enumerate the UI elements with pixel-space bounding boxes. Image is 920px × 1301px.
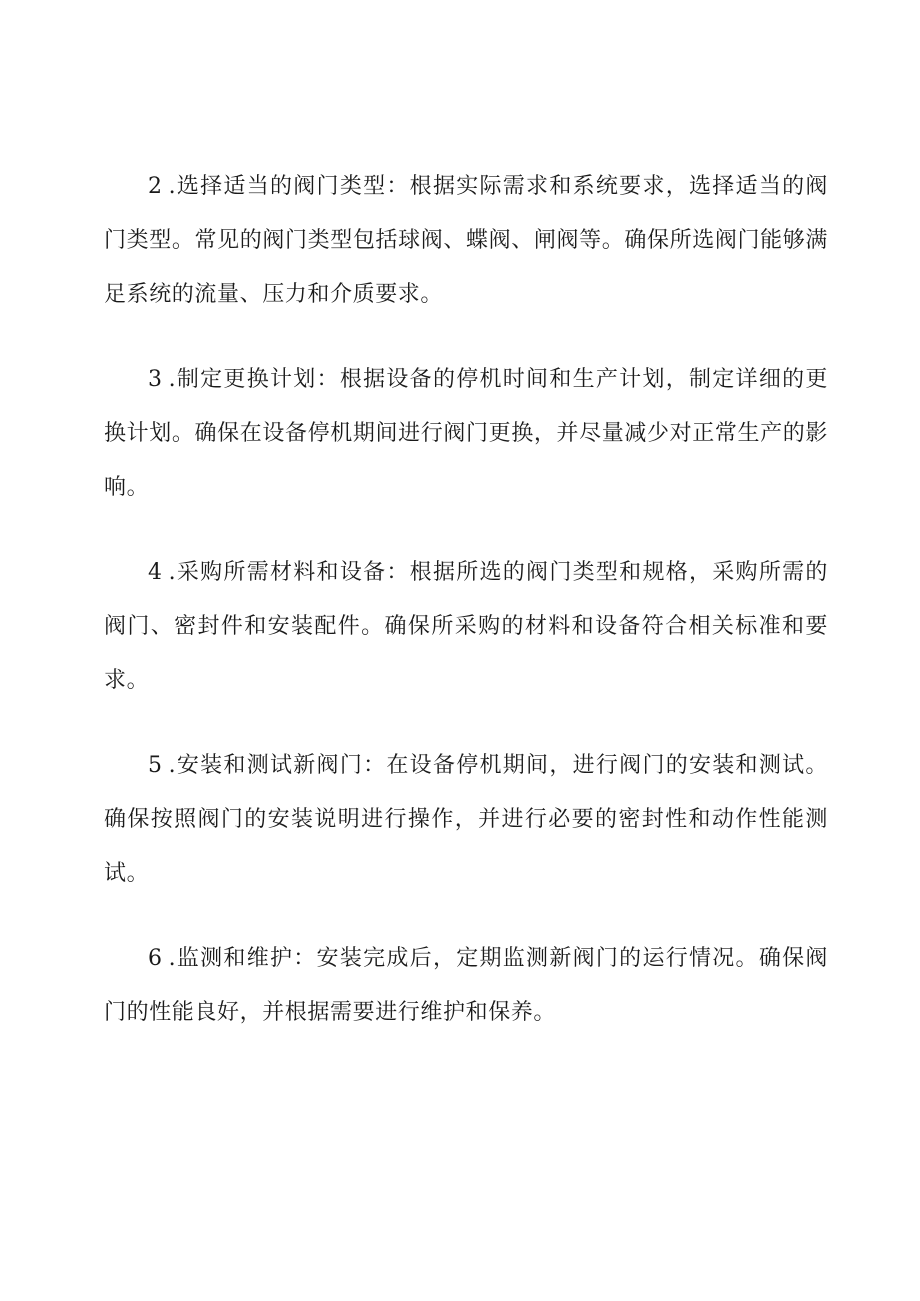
step-marker: . bbox=[168, 560, 177, 585]
step-marker: . bbox=[168, 946, 177, 971]
step-text: 制定更换计划：根据设备的停机时间和生产计划，制定详细的更换计划。确保在设备停机期间进行阀门更换，并尽量减少对正常生产的影响。 bbox=[104, 367, 828, 500]
step-text: 选择适当的阀门类型：根据实际需求和系统要求，选择适当的阀门类型。常见的阀门类型包括球阀、蝶阀、闸阀等。确保所选阀门能够满足系统的流量、压力和介质要求。 bbox=[104, 174, 828, 307]
step-text: 采购所需材料和设备：根据所选的阀门类型和规格，采购所需的阀门、密封件和安装配件。确保所采购的材料和设备符合相关标准和要求。 bbox=[104, 560, 828, 693]
paragraph-step-3 bbox=[104, 353, 828, 515]
step-marker: . bbox=[168, 174, 177, 199]
step-number: 6 bbox=[148, 946, 163, 971]
paragraph-step-6 bbox=[104, 932, 828, 1040]
step-text: 安装和测试新阀门：在设备停机期间，进行阀门的安装和测试。确保按照阀门的安装说明进行操作，并进行必要的密封性和动作性能测试。 bbox=[104, 753, 828, 886]
step-number: 4 bbox=[148, 560, 163, 585]
paragraph-step-2 bbox=[104, 160, 828, 322]
step-number: 5 bbox=[148, 753, 163, 778]
paragraph-step-4 bbox=[104, 546, 828, 708]
step-number: 2 bbox=[148, 174, 163, 199]
step-marker: . bbox=[168, 367, 177, 392]
paragraph-step-5 bbox=[104, 739, 828, 901]
step-text: 监测和维护：安装完成后，定期监测新阀门的运行情况。确保阀门的性能良好，并根据需要进行维护和保养。 bbox=[104, 946, 828, 1025]
step-marker: . bbox=[168, 753, 177, 778]
step-number: 3 bbox=[148, 367, 163, 392]
